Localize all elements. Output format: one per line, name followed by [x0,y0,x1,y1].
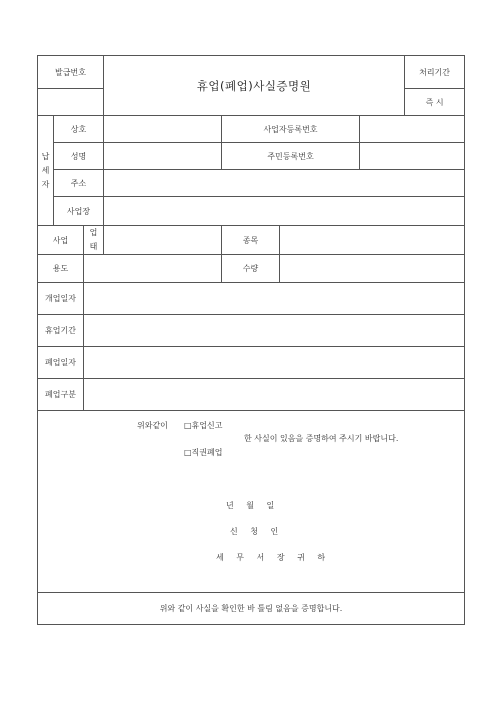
option-suspension-checkbox[interactable]: □휴업신고 [184,420,223,430]
quantity-label: 수량 [222,255,280,283]
request-text: 한 사실이 있음을 증명하여 주시기 바랍니다. [244,433,399,443]
business-reg-no-field[interactable] [360,116,465,143]
business-label: 사업 [38,226,84,255]
as-above-text: 위와같이 [137,420,168,430]
trade-name-label: 상호 [54,116,104,143]
option-closure-checkbox[interactable]: □직권폐업 [184,447,223,457]
closure-type-label: 폐업구분 [38,379,84,411]
quantity-field[interactable] [280,255,465,283]
suspension-period-field[interactable] [84,315,465,347]
date-line: 년 월 일 [226,500,280,510]
form-title: 휴업(폐업)사실증명원 [104,56,405,116]
suspension-period-label: 휴업기간 [38,315,84,347]
business-reg-no-label: 사업자등록번호 [222,116,360,143]
business-place-label: 사업장 [54,197,104,226]
address-field[interactable] [104,170,465,197]
closure-date-label: 폐업일자 [38,347,84,379]
applicant-line: 신 청 인 [230,526,284,536]
name-label: 성명 [54,143,104,170]
statement-body [38,412,464,592]
form-table [37,55,465,625]
item-field[interactable] [280,226,465,255]
addressee-line: 세 무 서 장 귀 하 [216,552,331,562]
business-place-field[interactable] [104,197,465,226]
purpose-label: 용도 [38,255,84,283]
processing-period-label: 처리기간 [405,56,465,89]
business-type-label: 업 태 [84,226,104,255]
statement-section [38,411,465,593]
address-label: 주소 [54,170,104,197]
certification-text: 위와 같이 사실을 확인한 바 틀림 없음을 증명합니다. [38,593,465,625]
processing-period-value: 즉 시 [405,89,465,116]
certificate-form [37,55,464,626]
closure-date-field[interactable] [84,347,465,379]
resident-reg-no-label: 주민등록번호 [222,143,360,170]
resident-reg-no-field[interactable] [360,143,465,170]
issue-no-label: 발급번호 [38,56,104,89]
opening-date-field[interactable] [84,283,465,315]
taxpayer-group-label: 납 세 자 [38,116,54,226]
item-label: 종목 [222,226,280,255]
purpose-field[interactable] [84,255,222,283]
closure-type-field[interactable] [84,379,465,411]
name-field[interactable] [104,143,222,170]
issue-no-field[interactable] [38,89,104,116]
business-type-field[interactable] [104,226,222,255]
trade-name-field[interactable] [104,116,222,143]
opening-date-label: 개업일자 [38,283,84,315]
